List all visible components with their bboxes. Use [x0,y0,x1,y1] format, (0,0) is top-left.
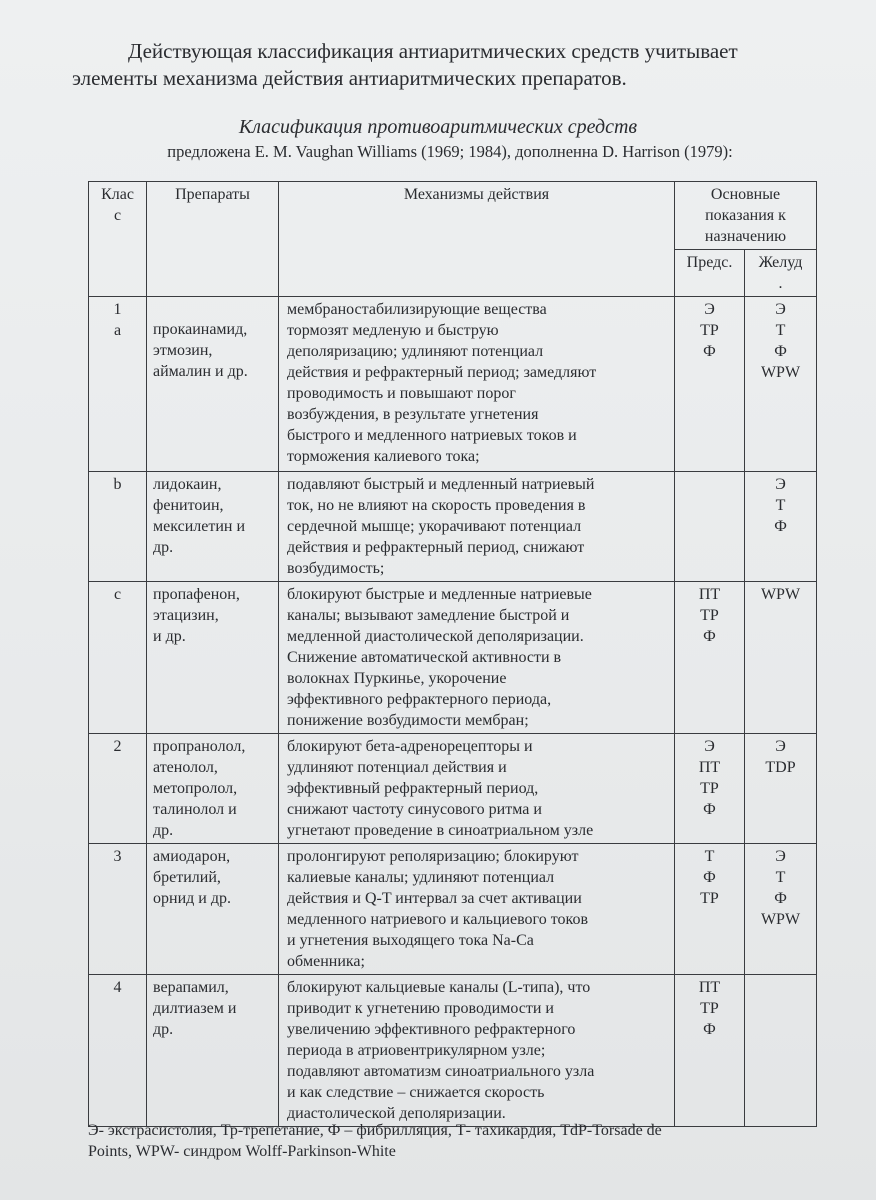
ventricular-indications-cell [745,582,817,734]
drugs-line: метопролол, [153,780,238,797]
drugs-cell [147,734,279,844]
mechanism-line: пролонгируют реполяризацию; блокируют [287,848,579,865]
class-line: c [113,586,122,603]
ventricular-indications-line: TDP [765,759,796,776]
class-cell [89,734,147,844]
table-title: Класификация противоаритмических средств [238,116,638,138]
drugs-cell [147,975,279,1127]
ventricular-indications-line: WPW [760,364,801,381]
atrial-indications-line: Э [704,301,715,318]
class-cell [89,975,147,1127]
drugs-line: талинолол и [153,801,237,818]
class-cell [89,472,147,582]
atrial-indications-cell [675,734,745,844]
atrial-indications-line: Ф [703,869,716,886]
atrial-indications-line: ТР [700,607,719,624]
mechanism-line: быстрого и медленного натриевых токов и [287,427,577,444]
mechanism-cell [279,297,675,472]
mechanism-cell [279,734,675,844]
mechanism-cell [279,472,675,582]
mechanism-cell [279,844,675,975]
ventricular-indications-line: Э [775,738,786,755]
ventricular-indications-line: Т [775,869,786,886]
drugs-line: прокаинамид, [153,321,248,338]
footnote [88,1120,818,1162]
mechanism-line: блокируют кальциевые каналы (L-типа), что [287,979,591,996]
atrial-indications-cell [675,297,745,472]
atrial-indications-line: Ф [703,1021,716,1038]
drugs-line: др. [153,822,174,839]
mechanism-line: действия и рефрактерный период, снижают [287,539,585,556]
class-line: a [113,322,122,339]
mechanism-line: калиевые каналы; удлиняют потенциал [287,869,555,886]
mechanism-line: деполяризацию; удлиняют потенциал [287,343,544,360]
mechanism-line: периода в атриовентрикулярном узле; [287,1042,546,1059]
mechanism-line: каналы; вызывают замедление быстрой и [287,607,570,624]
ventricular-indications-line: WPW [760,586,801,603]
drugs-line: атенолол, [153,759,218,776]
drugs-line: др. [153,1021,174,1038]
intro-paragraph [72,38,812,92]
mechanism-line: медленной диастолической деполяризации. [287,628,584,645]
table-row [89,975,817,1127]
atrial-indications-line: Т [704,848,715,865]
mechanism-line: приводит к угнетению проводимости и [287,1000,554,1017]
ventricular-indications-cell [745,844,817,975]
class-line: 4 [113,979,122,996]
atrial-indications-line: Ф [703,343,716,360]
mechanism-line: Снижение автоматической активности в [287,649,562,666]
ventricular-indications-cell [745,297,817,472]
atrial-indications-line: ТР [700,780,719,797]
header-indications: Основные показания к назначению [675,182,817,250]
drugs-line: орнид и др. [153,890,231,907]
mechanism-line: удлиняют потенциал действия и [287,759,507,776]
class-line: 1 [113,301,122,318]
mechanism-line: снижают частоту синусового ритма и [287,801,542,818]
mechanism-line: возбуждения, в результате угнетения [287,406,539,423]
mechanism-line: действия и рефрактерный период; замедляют [287,364,597,381]
mechanism-line: волокнах Пуркинье, укорочение [287,670,507,687]
ventricular-indications-line: Э [775,476,786,493]
ventricular-indications-line: Ф [774,890,787,907]
table-row [89,472,817,582]
ventricular-indications-line: Э [775,848,786,865]
mechanism-line: возбудимость; [287,560,385,577]
table-body [89,297,817,1127]
atrial-indications-cell [675,844,745,975]
atrial-indications-line: ПТ [698,759,721,776]
intro-line-1: Действующая классификация антиаритмических средств учитывает [128,39,738,63]
drugs-cell [147,297,279,472]
drugs-line: др. [153,539,174,556]
ventricular-indications-cell [745,472,817,582]
drugs-line: амиодарон, [153,848,231,865]
ventricular-indications-line: WPW [760,911,801,928]
mechanism-line: угнетают проведение в синоатриальном узле [287,822,594,839]
drugs-line: дилтиазем и [153,1000,237,1017]
atrial-indications-line: ТР [700,322,719,339]
drugs-line: аймалин и др. [153,363,248,380]
ventricular-indications-cell [745,975,817,1127]
table-row [89,582,817,734]
class-line: b [113,476,122,493]
mechanism-line: подавляют быстрый и медленный натриевый [287,476,595,493]
class-line: 2 [113,738,122,755]
mechanism-cell [279,582,675,734]
mechanism-line: и как следствие – снижается скорость [287,1084,545,1101]
table-row [89,844,817,975]
drugs-line: мексилетин и [153,518,246,535]
table-row [89,297,817,472]
class-cell [89,844,147,975]
mechanism-line: диастолической деполяризации. [287,1105,506,1122]
class-cell [89,297,147,472]
classification-table [88,181,817,1127]
mechanism-line: ток, но не влияют на скорость проведения в [287,497,586,514]
mechanism-line: подавляют автоматизм синоатриального узла [287,1063,595,1080]
mechanism-line: обменника; [287,953,365,970]
ventricular-indications-line: Т [775,497,786,514]
mechanism-line: эффективный рефрактерный период, [287,780,539,797]
mechanism-line: эффективного рефрактерного периода, [287,691,552,708]
footnote-line-2: Points, WPW- синдром Wolff-Parkinson-White [88,1143,396,1160]
mechanism-line: действия и Q-T интервал за счет активации [287,890,582,907]
atrial-indications-line: Э [704,738,715,755]
header-mechanism: Механизмы действия [279,182,675,297]
mechanism-line: понижение возбудимости мембран; [287,712,529,729]
drugs-line: пропранолол, [153,738,246,755]
ventricular-indications-line: Т [775,322,786,339]
mechanism-line: проводимость и повышают порог [287,385,516,402]
mechanism-line: сердечной мышце; укорачивают потенциал [287,518,582,535]
atrial-indications-cell [675,975,745,1127]
atrial-indications-line: ТР [700,890,719,907]
drugs-cell [147,472,279,582]
ventricular-indications-line: Э [775,301,786,318]
atrial-indications-line: ПТ [698,586,721,603]
header-atrial: Предс. [675,250,745,297]
atrial-indications-cell [675,472,745,582]
header-drugs: Препараты [147,182,279,297]
drugs-cell [147,844,279,975]
atrial-indications-line: Ф [703,628,716,645]
mechanism-line: блокируют быстрые и медленные натриевые [287,586,592,603]
mechanism-line: медленного натриевого и кальциевого токов [287,911,588,928]
class-line: 3 [113,848,122,865]
header-class: Клас с [89,182,147,297]
drugs-line: этацизин, [153,607,219,624]
atrial-indications-cell [675,582,745,734]
mechanism-cell [279,975,675,1127]
class-cell [89,582,147,734]
drugs-line: пропафенон, [153,586,240,603]
ventricular-indications-cell [745,734,817,844]
mechanism-line: торможения калиевого тока; [287,448,480,465]
ventricular-indications-line: Ф [774,518,787,535]
header-ventricular: Желуд . [745,250,817,297]
mechanism-line: тормозят медленую и быструю [287,322,499,339]
table-subtitle: предложена E. M. Vaughan Williams (1969; 1984), дополненна D. Harrison (1979): [167,142,733,161]
intro-line-2: элементы механизма действия антиаритмических препаратов. [72,66,627,90]
drugs-line: этмозин, [153,342,213,359]
atrial-indications-line: Ф [703,801,716,818]
ventricular-indications-line: Ф [774,343,787,360]
table-row [89,734,817,844]
mechanism-line: и угнетения выходящего тока Na-Ca [287,932,534,949]
drugs-line: и др. [153,628,186,645]
drugs-line: верапамил, [153,979,229,996]
mechanism-line: блокируют бета-адренорецепторы и [287,738,533,755]
atrial-indications-line: ТР [700,1000,719,1017]
drugs-line: фенитоин, [153,497,224,514]
drugs-cell [147,582,279,734]
drugs-line: бретилий, [153,869,221,886]
mechanism-line: мембраностабилизирующие вещества [287,301,547,318]
atrial-indications-line: ПТ [698,979,721,996]
drugs-line: лидокаин, [153,476,222,493]
footnote-line-1: Э- экстрасистолия, Тр-трепетание, Ф – фибрилляция, Т- тахикардия, TdP-Torsade de [88,1122,662,1139]
mechanism-line: увеличению эффективного рефрактерного [287,1021,576,1038]
